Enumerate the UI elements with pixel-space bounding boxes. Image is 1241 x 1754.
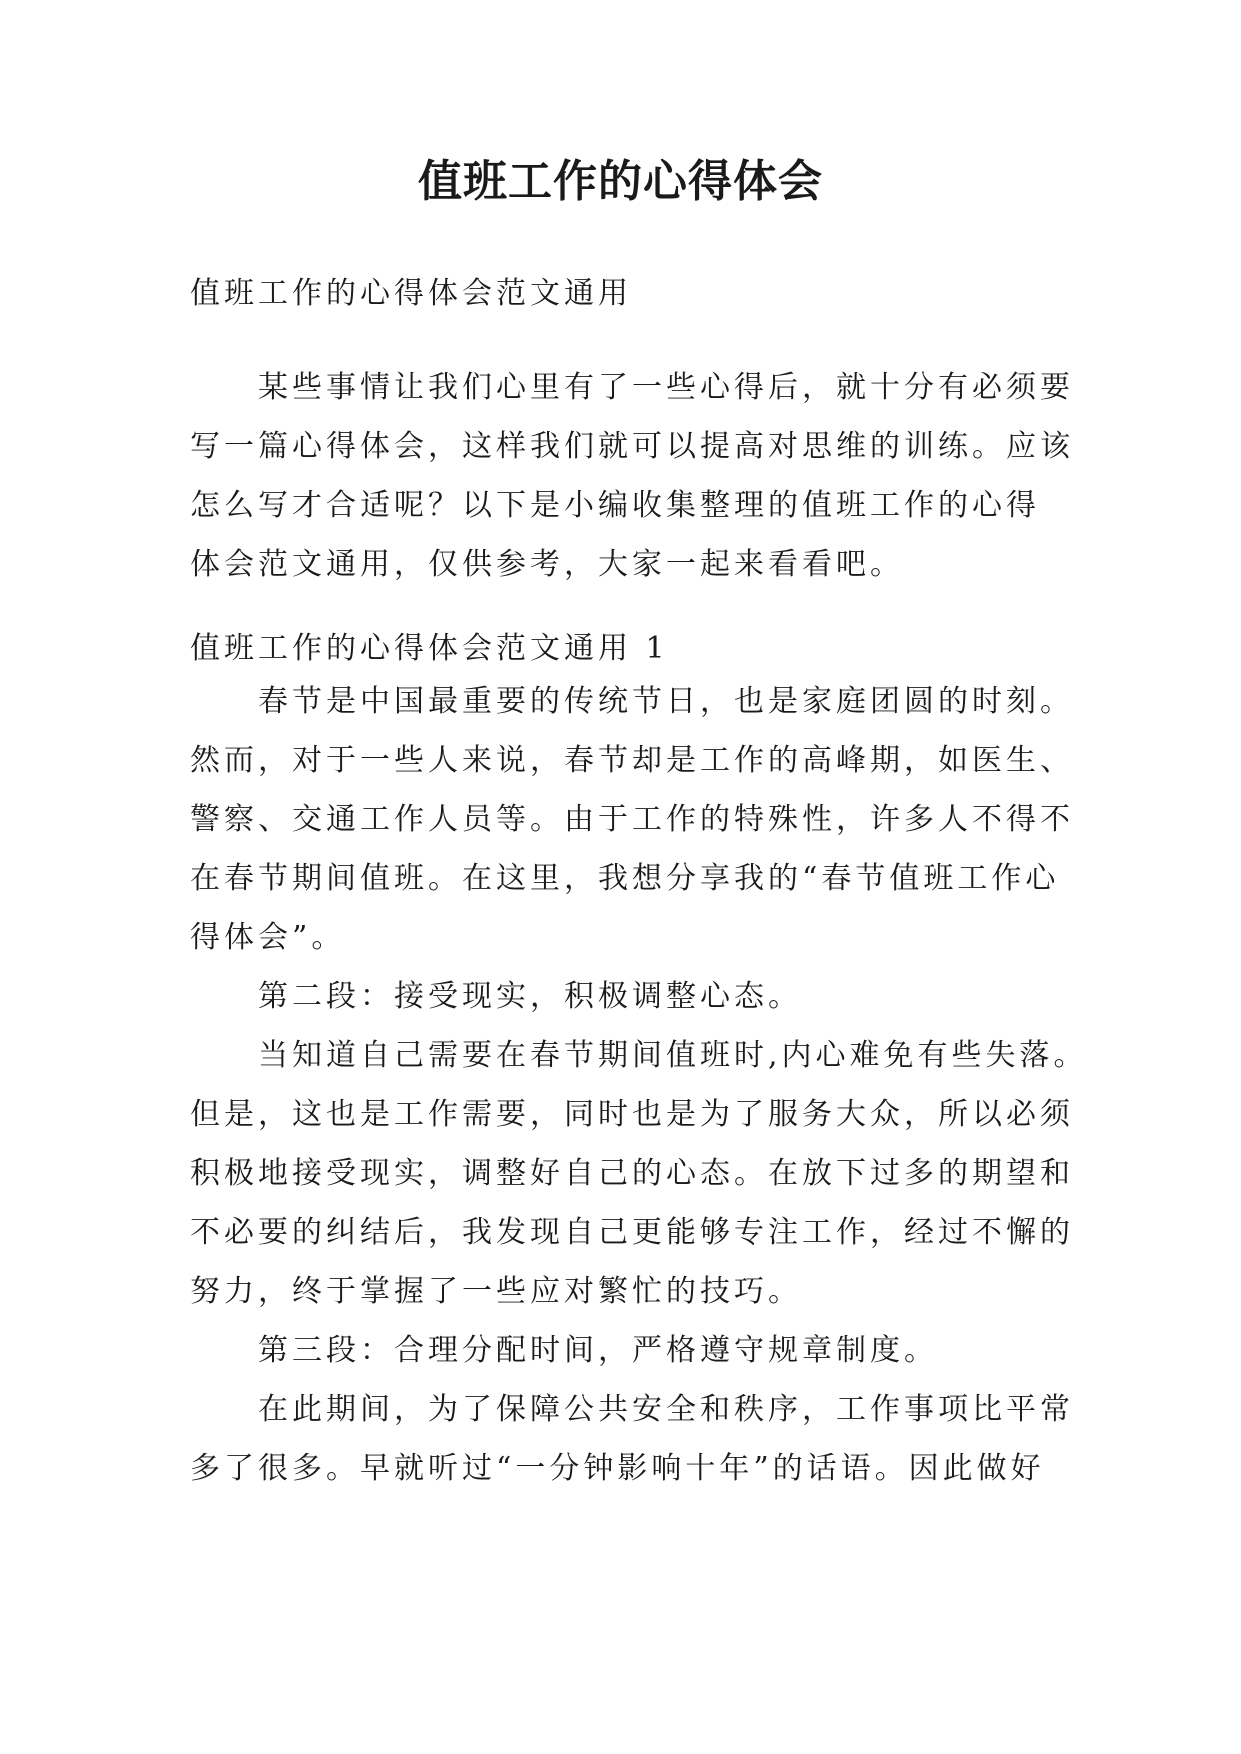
body-line: 在春节期间值班。在这里，我想分享我的“春节值班工作心 bbox=[190, 861, 1060, 896]
section-heading: 值班工作的心得体会范文通用 1 bbox=[190, 631, 669, 666]
body-line: 在此期间，为了保障公共安全和秩序，工作事项比平常 bbox=[258, 1392, 1074, 1427]
body-line: 当知道自己需要在春节期间值班时,内心难免有些失落。 bbox=[258, 1038, 1088, 1073]
body-line: 然而，对于一些人来说，春节却是工作的高峰期，如医生、 bbox=[190, 743, 1074, 778]
body-line: 得体会”。 bbox=[190, 920, 346, 955]
intro-line: 怎么写才合适呢？以下是小编收集整理的值班工作的心得 bbox=[190, 488, 1040, 523]
body-line: 多了很多。早就听过“一分钟影响十年”的话语。因此做好 bbox=[190, 1451, 1045, 1486]
intro-paragraph bbox=[190, 358, 1074, 594]
body-line: 积极地接受现实，调整好自己的心态。在放下过多的期望和 bbox=[190, 1156, 1074, 1191]
body-line: 但是，这也是工作需要，同时也是为了服务大众，所以必须 bbox=[190, 1097, 1074, 1132]
intro-line: 体会范文通用，仅供参考，大家一起来看看吧。 bbox=[190, 547, 904, 582]
body-line: 第二段：接受现实，积极调整心态。 bbox=[258, 979, 802, 1014]
body-line: 第三段：合理分配时间，严格遵守规章制度。 bbox=[258, 1333, 938, 1368]
document-title: 值班工作的心得体会 bbox=[418, 156, 823, 207]
intro-line: 写一篇心得体会，这样我们就可以提高对思维的训练。应该 bbox=[190, 429, 1074, 464]
body-line: 春节是中国最重要的传统节日，也是家庭团圆的时刻。 bbox=[258, 684, 1074, 719]
document-subtitle: 值班工作的心得体会范文通用 bbox=[190, 276, 632, 311]
intro-line: 某些事情让我们心里有了一些心得后，就十分有必须要 bbox=[258, 370, 1074, 405]
body-line: 不必要的纠结后，我发现自己更能够专注工作，经过不懈的 bbox=[190, 1215, 1074, 1250]
body-line: 警察、交通工作人员等。由于工作的特殊性，许多人不得不 bbox=[190, 802, 1074, 837]
section-body bbox=[190, 672, 1088, 1498]
body-line: 努力，终于掌握了一些应对繁忙的技巧。 bbox=[190, 1274, 802, 1309]
